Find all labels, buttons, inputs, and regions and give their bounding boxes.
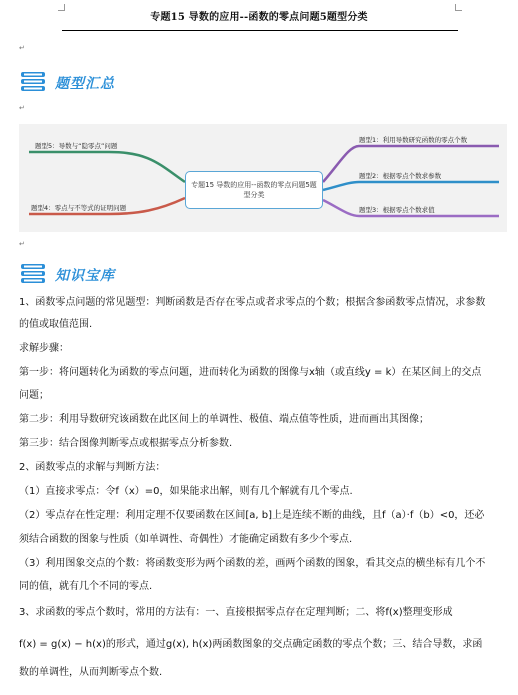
body-line: 求解步骤： [19,343,69,354]
mind-map-node-type3: 题型3：根据零点个数求值 [359,206,435,214]
body-line: 数的单调性，从而判断零点个数. [19,667,163,678]
crop-mark-top-left [58,4,65,11]
page-title: 专题15 导数的应用--函数的零点问题5题型分类 [150,12,368,23]
title-underline [62,30,458,31]
mind-map [19,124,507,232]
body-line: 的值或取值范围. [19,319,93,330]
paragraph-mark: ↵ [19,240,25,248]
mind-map-node-type2: 题型2：根据零点个数求参数 [359,172,442,180]
body-line: 第三步：结合图像判断零点或根据零点分析参数. [19,438,233,449]
summary-heading [19,70,115,96]
body-line: 1、函数零点问题的常见题型：判断函数是否存在零点或者求零点的个数；根据含参函数零点情况，求参数 [19,297,486,308]
body-line: 3、求函数的零点个数时，常用的方法有：一、直接根据零点存在定理判断；二、将f(x)整理变形成 [19,607,453,618]
body-line: 第一步：将问题转化为函数的零点问题，进而转化为函数的图像与x轴（或直线y = k）在某区间上的交点 [19,367,482,378]
body-line: 第二步：利用导数研究该函数在此区间上的单调性、极值、端点值等性质，进而画出其图像； [19,414,429,425]
body-line: f(x) = g(x) − h(x)的形式，通过g(x), h(x)两函数图象的交点确定函数的零点个数；三、结合导数，求函 [19,639,483,650]
knowledge-heading-text: 知识宝库 [55,268,115,284]
book-stack-icon [19,262,49,288]
body-line: （2）零点存在性定理：利用定理不仅要函数在区间[a, b]上是连续不断的曲线，且f（a）·f（b）<0，还必 [19,510,485,521]
book-stack-icon [19,70,49,96]
body-line: （3）利用图象交点的个数：将函数变形为两个函数的差，画两个函数的图象，看其交点的横坐标有几个不 [19,558,486,569]
body-line: 同的值，就有几个不同的零点. [19,581,153,592]
body-line: 2、函数零点的求解与判断方法： [19,462,166,473]
crop-mark-top-right [455,4,462,11]
body-line: 须结合函数的图象与性质（如单调性、奇偶性）才能确定函数有多少个零点. [19,534,353,545]
mind-map-center-node: 专题15 导数的应用--函数的零点问题5题型分类 [185,171,323,209]
summary-heading-text: 题型汇总 [55,76,115,92]
paragraph-mark: ↵ [19,44,25,52]
body-line: （1）直接求零点：令f（x）=0，如果能求出解，则有几个解就有几个零点. [19,486,353,497]
paragraph-mark: ↵ [19,104,25,112]
knowledge-heading [19,262,115,288]
mind-map-node-type5: 题型5：导数与“隐零点”问题 [35,142,118,150]
mind-map-node-type4: 题型4：零点与不等式的证明问题 [31,204,127,212]
body-line: 问题； [19,390,49,401]
mind-map-node-type1: 题型1：利用导数研究函数的零点个数 [359,136,468,144]
